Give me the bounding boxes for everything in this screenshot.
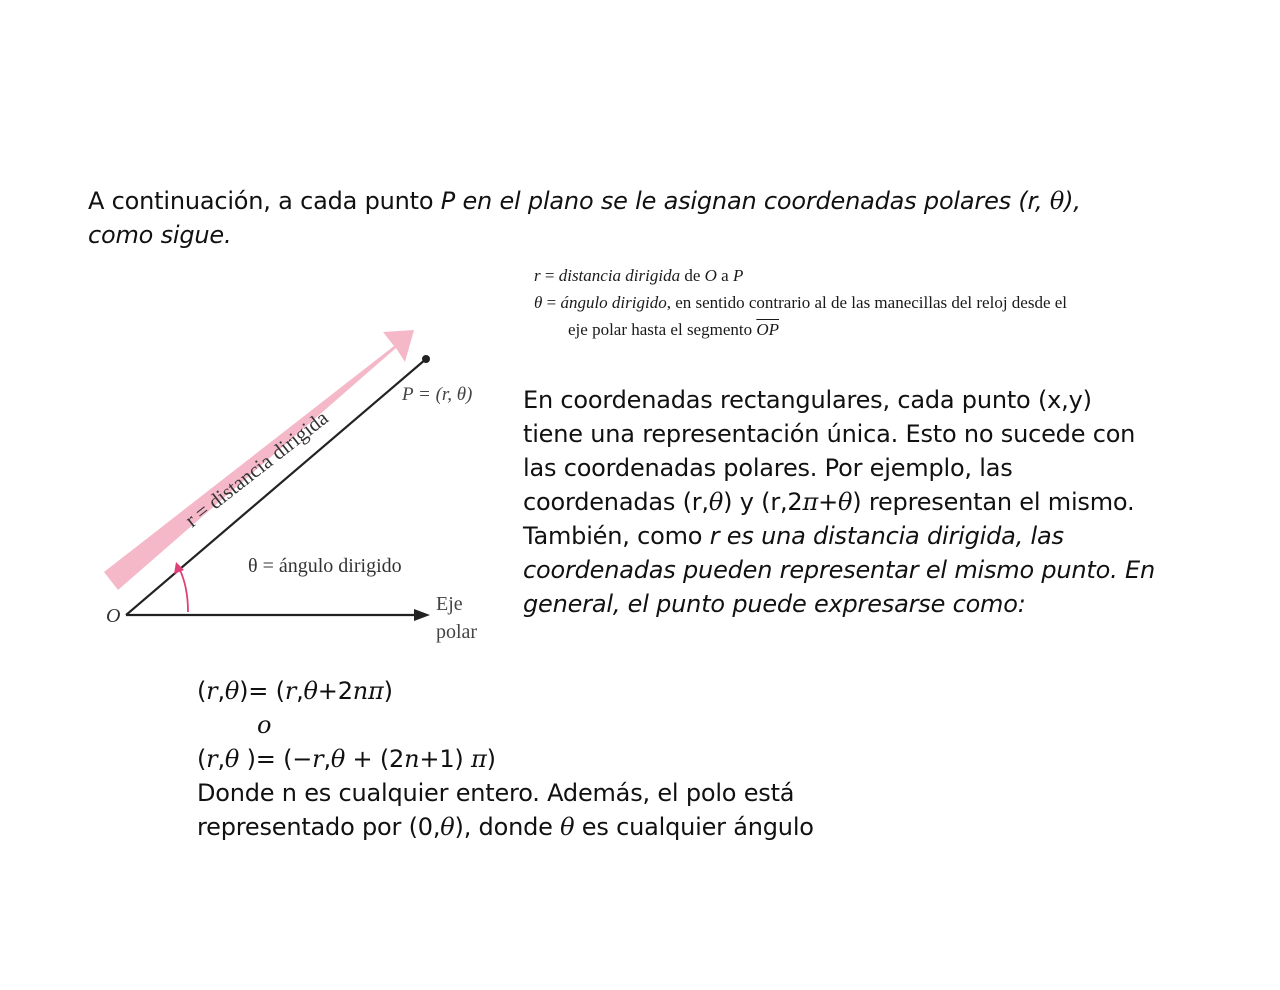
theta-term: ángulo dirigido bbox=[560, 293, 667, 312]
equals-sign: = bbox=[540, 266, 559, 285]
explanation-line-3: las coordenadas polares. Por ejemplo, las bbox=[523, 454, 1013, 482]
definition-r bbox=[534, 262, 1174, 289]
explanation-line-5 bbox=[523, 519, 1203, 553]
r-symbol: r bbox=[206, 745, 218, 773]
explanation-line-2: tiene una representación única. Esto no sucede con bbox=[523, 420, 1136, 448]
r-symbol: r bbox=[284, 677, 297, 705]
text-segment: ) representan el mismo. bbox=[852, 488, 1135, 516]
point-letter: P bbox=[732, 266, 744, 285]
explanation-line-7: general, el punto puede expresarse como: bbox=[523, 590, 1026, 618]
axis-label-polar: polar bbox=[436, 621, 478, 643]
polar-axis-arrowhead bbox=[414, 609, 430, 621]
theta-description-2: eje polar hasta el segmento bbox=[568, 320, 757, 339]
equals-sign: = bbox=[542, 293, 561, 312]
explanation-line-6: coordenadas pueden representar el mismo punto. En bbox=[523, 556, 1155, 584]
r-symbol: r bbox=[312, 745, 324, 773]
intro-italic-text: P en el plano se le asignan coordenadas polares (r, bbox=[440, 187, 1050, 215]
plus-one: +1) bbox=[419, 745, 471, 773]
text-segment: ) y (r,2 bbox=[723, 488, 803, 516]
comma: , bbox=[217, 677, 225, 705]
n-symbol: n bbox=[404, 745, 420, 773]
explanation-line-4 bbox=[523, 485, 1203, 519]
theta-symbol: θ bbox=[534, 293, 543, 312]
text-segment: representado por (0, bbox=[197, 813, 441, 841]
formula-1 bbox=[197, 674, 957, 708]
intro-text: A continuación, a cada punto bbox=[88, 187, 441, 215]
theta-symbol: θ bbox=[303, 677, 318, 705]
text-segment: ), donde bbox=[454, 813, 561, 841]
point-p-dot bbox=[422, 355, 430, 363]
paren: ) bbox=[383, 677, 393, 705]
paren: ( bbox=[197, 677, 207, 705]
distance-label: r = distancia dirigida bbox=[180, 405, 333, 532]
r-term: distancia dirigida bbox=[558, 266, 681, 285]
plus-two: +2 bbox=[317, 677, 353, 705]
axis-label-eje: Eje bbox=[436, 593, 463, 615]
polar-coordinates-figure bbox=[96, 318, 496, 658]
equals-paren: )= ( bbox=[239, 677, 285, 705]
definitions-box bbox=[534, 262, 1174, 343]
theta-symbol: θ bbox=[708, 488, 724, 516]
polar-diagram bbox=[96, 318, 496, 658]
or-separator: o bbox=[257, 711, 272, 739]
plus-two: + (2 bbox=[345, 745, 405, 773]
text-segment: También, como bbox=[523, 522, 710, 550]
explanation-line-1: En coordenadas rectangulares, cada punto (x,y) bbox=[523, 386, 1092, 414]
comma: , bbox=[296, 677, 304, 705]
theta-symbol: θ bbox=[1049, 187, 1065, 215]
formulas-line-4 bbox=[197, 810, 957, 844]
text-de: de bbox=[680, 266, 705, 285]
intro-end: ), bbox=[1064, 187, 1081, 215]
plus-sign: + bbox=[818, 488, 838, 516]
theta-symbol: θ bbox=[224, 745, 240, 773]
origin-label: O bbox=[106, 605, 121, 627]
angle-arc bbox=[179, 568, 188, 612]
formulas-line-3: Donde n es cualquier entero. Además, el polo está bbox=[197, 779, 795, 807]
text-a: a bbox=[716, 266, 733, 285]
equals-minus: )= (− bbox=[239, 745, 313, 773]
comma: , bbox=[217, 745, 225, 773]
point-label: P = (r, θ) bbox=[402, 384, 473, 405]
definition-theta-line2 bbox=[534, 316, 1174, 343]
angle-label: θ = ángulo dirigido bbox=[248, 555, 402, 577]
theta-symbol: θ bbox=[440, 813, 455, 841]
r-symbol: r bbox=[206, 677, 218, 705]
formula-2 bbox=[197, 742, 957, 776]
intro-line-2: como sigue. bbox=[88, 221, 232, 249]
segment-op: $\overline{OP}$ bbox=[756, 320, 780, 339]
theta-symbol: θ bbox=[330, 745, 346, 773]
italic-segment: r es una distancia dirigida, las bbox=[709, 522, 1064, 550]
pi-symbol: π bbox=[802, 488, 819, 516]
origin-letter: O bbox=[704, 266, 717, 285]
intro-line-1 bbox=[88, 184, 1188, 218]
theta-symbol: θ bbox=[560, 813, 575, 841]
theta-symbol: θ bbox=[837, 488, 853, 516]
text-segment: es cualquier ángulo bbox=[574, 813, 814, 841]
theta-description: , en sentido contrario al de las manecillas del reloj desde el bbox=[666, 293, 1068, 312]
n-pi: nπ bbox=[352, 677, 384, 705]
text-segment: coordenadas (r, bbox=[523, 488, 709, 516]
pi-symbol: π bbox=[470, 745, 487, 773]
definition-theta bbox=[534, 289, 1174, 316]
explanation-paragraph bbox=[523, 383, 1203, 621]
r-symbol: r bbox=[534, 266, 541, 285]
theta-symbol: θ bbox=[224, 677, 240, 705]
intro-paragraph bbox=[88, 184, 1188, 252]
paren: ( bbox=[197, 745, 207, 773]
comma: , bbox=[323, 745, 331, 773]
paren: ) bbox=[486, 745, 496, 773]
formulas-block bbox=[197, 674, 957, 844]
